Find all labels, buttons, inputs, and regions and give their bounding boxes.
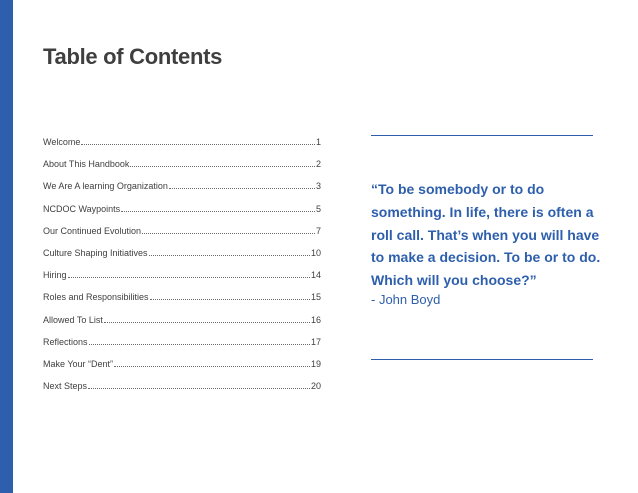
dot-leader [150, 298, 310, 300]
dot-leader [114, 365, 310, 367]
dot-leader [130, 165, 315, 167]
dot-leader [89, 343, 310, 345]
quote-author: - John Boyd [371, 292, 441, 307]
dot-leader [88, 387, 310, 389]
toc-entry-page: 2 [315, 159, 321, 170]
toc-entry[interactable] [43, 137, 321, 159]
toc-entry-page: 14 [310, 270, 321, 281]
toc-entry-page: 16 [310, 314, 321, 325]
toc-entry[interactable] [43, 204, 321, 226]
toc-entry-label: We Are A learning Organization [43, 181, 168, 192]
quote-text: “To be somebody or to do something. In life, there is often a roll call. That’s when you will have to make a decision. To be or to do. Which will you choose?” [371, 181, 601, 289]
table-of-contents [43, 137, 321, 403]
toc-entry-page: 5 [315, 203, 321, 214]
toc-entry[interactable] [43, 181, 321, 203]
quote-bottom-divider [371, 359, 593, 360]
toc-entry-label: Next Steps [43, 381, 88, 392]
toc-entry[interactable] [43, 270, 321, 292]
toc-entry[interactable] [43, 248, 321, 270]
toc-entry-page: 17 [310, 336, 321, 347]
dot-leader [104, 321, 310, 323]
toc-entry-label: NCDOC Waypoints [43, 203, 121, 214]
toc-entry[interactable] [43, 359, 321, 381]
dot-leader [81, 143, 315, 145]
toc-entry-page: 15 [310, 292, 321, 303]
toc-entry-label: Make Your “Dent” [43, 358, 114, 369]
toc-entry-label: Hiring [43, 270, 67, 281]
toc-entry-label: Roles and Responsibilities [43, 292, 149, 303]
toc-entry-page: 10 [310, 247, 321, 258]
toc-entry-label: Our Continued Evolution [43, 225, 142, 236]
toc-entry[interactable] [43, 381, 321, 403]
toc-entry-page: 20 [310, 381, 321, 392]
toc-entry-label: About This Handbook [43, 159, 130, 170]
toc-entry-page: 1 [315, 137, 321, 147]
page-title: Table of Contents [43, 44, 223, 69]
dot-leader [68, 276, 310, 278]
toc-entry-page: 3 [315, 181, 321, 192]
toc-entry[interactable] [43, 292, 321, 314]
dot-leader [169, 187, 315, 189]
toc-entry-label: Reflections [43, 336, 88, 347]
toc-entry-label: Allowed To List [43, 314, 103, 325]
toc-entry-page: 7 [315, 225, 321, 236]
toc-entry[interactable] [43, 159, 321, 181]
dot-leader [121, 210, 315, 212]
toc-entry-label: Culture Shaping Initiatives [43, 247, 148, 258]
toc-entry[interactable] [43, 315, 321, 337]
accent-sidebar-bar [0, 0, 13, 493]
dot-leader [149, 254, 310, 256]
toc-entry[interactable] [43, 226, 321, 248]
quote-top-divider [371, 135, 593, 136]
toc-entry-page: 19 [310, 358, 321, 369]
toc-entry-label: Welcome [43, 137, 81, 147]
dot-leader [142, 232, 315, 234]
toc-entry[interactable] [43, 337, 321, 359]
